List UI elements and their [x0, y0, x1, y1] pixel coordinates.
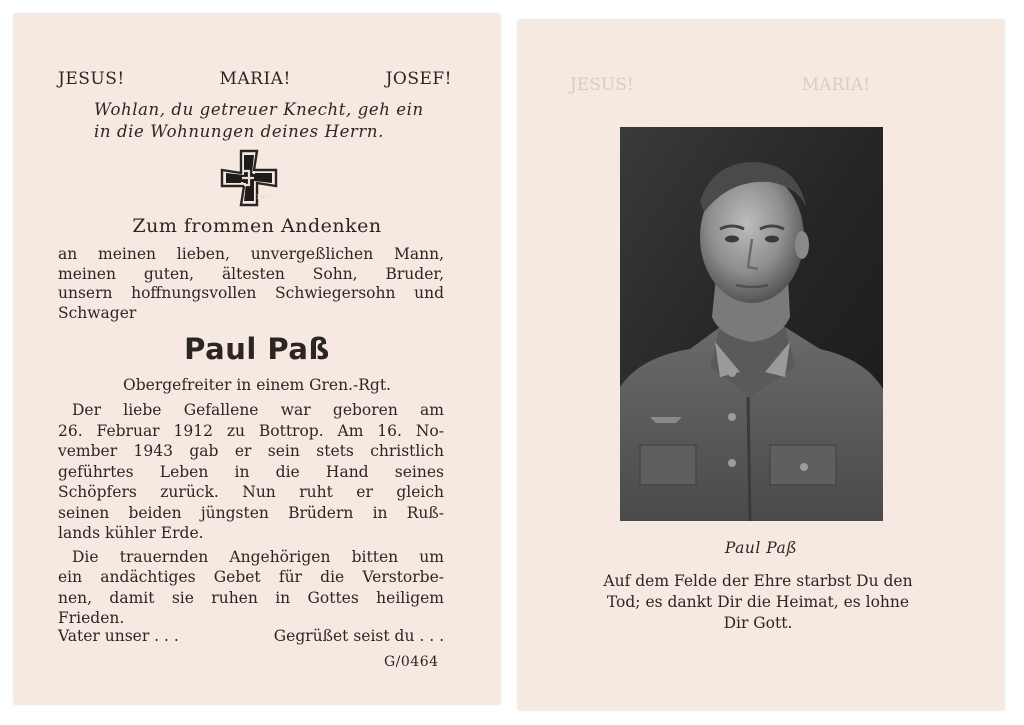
memorial-heading: Zum frommen Andenken	[132, 215, 382, 237]
memorial-card-back	[518, 20, 1004, 710]
bible-verse	[94, 99, 464, 143]
dedication-line: an meinen lieben, unvergeßlichen Mann,	[58, 245, 444, 263]
cross-year: 1939	[256, 193, 273, 201]
bio-line: lands kühler Erde.	[58, 524, 204, 542]
dedication-line: unsern hoffnungsvollen Schwiegersohn und	[58, 284, 444, 302]
ghost-name: MARIA!	[801, 75, 870, 95]
verse-line: in die Wohnungen deines Herrn.	[94, 122, 384, 141]
dedication-text	[58, 245, 444, 323]
tribute-line: Auf dem Felde der Ehre starbst Du den	[603, 572, 913, 590]
deceased-name: Paul Paß	[184, 332, 330, 366]
tribute-text	[558, 571, 958, 634]
bio-line: Schöpfers zurück. Nun ruht er gleich	[58, 483, 444, 501]
military-rank: Obergefreiter in einem Gren.-Rgt.	[123, 376, 391, 394]
ghost-name: JESUS!	[570, 75, 634, 95]
tribute-line: Dir Gott.	[723, 614, 793, 632]
prayer-row	[58, 627, 444, 645]
bio-line: geführtes Leben in die Hand seines	[58, 462, 444, 481]
iron-cross-icon	[220, 149, 278, 207]
prayer-our-father: Vater unser . . .	[58, 627, 179, 645]
bio-line: ein andächtiges Gebet für die Verstorbe-	[58, 568, 444, 586]
print-code: G/0464	[384, 654, 439, 670]
bio-line: vember 1943 gab er sein stets christlich	[58, 442, 444, 460]
bio-line: 26. Februar 1912 zu Bottrop. Am 16. No-	[58, 421, 444, 440]
soldier-portrait-photo	[620, 127, 883, 521]
holy-names-row	[58, 69, 452, 89]
verse-line: Wohlan, du getreuer Knecht, geh ein	[94, 100, 424, 119]
bio-line: Frieden.	[58, 609, 125, 627]
dedication-line: Schwager	[58, 303, 137, 322]
dedication-line: meinen guten, ältesten Sohn, Bruder,	[58, 264, 444, 283]
prayer-hail-mary: Gegrüßet seist du . . .	[273, 627, 444, 645]
tribute-line: Tod; es dankt Dir die Heimat, es lohne	[606, 593, 910, 611]
bio-line: nen, damit sie ruhen in Gottes heiligem	[58, 588, 444, 607]
holy-name-jesus: JESUS!	[58, 69, 125, 89]
bio-line: Die trauernden Angehörigen bitten um	[72, 547, 444, 566]
biography-text	[58, 400, 444, 629]
portrait-caption: Paul Paß	[724, 539, 798, 557]
show-through-text	[570, 75, 870, 95]
bio-line: Der liebe Gefallene war geboren am	[72, 401, 444, 419]
memorial-card-front	[14, 14, 500, 704]
bio-line: seinen beiden jüngsten Brüdern in Ruß-	[58, 503, 444, 522]
holy-name-maria: MARIA!	[219, 69, 291, 89]
holy-name-josef: JOSEF!	[385, 69, 452, 89]
